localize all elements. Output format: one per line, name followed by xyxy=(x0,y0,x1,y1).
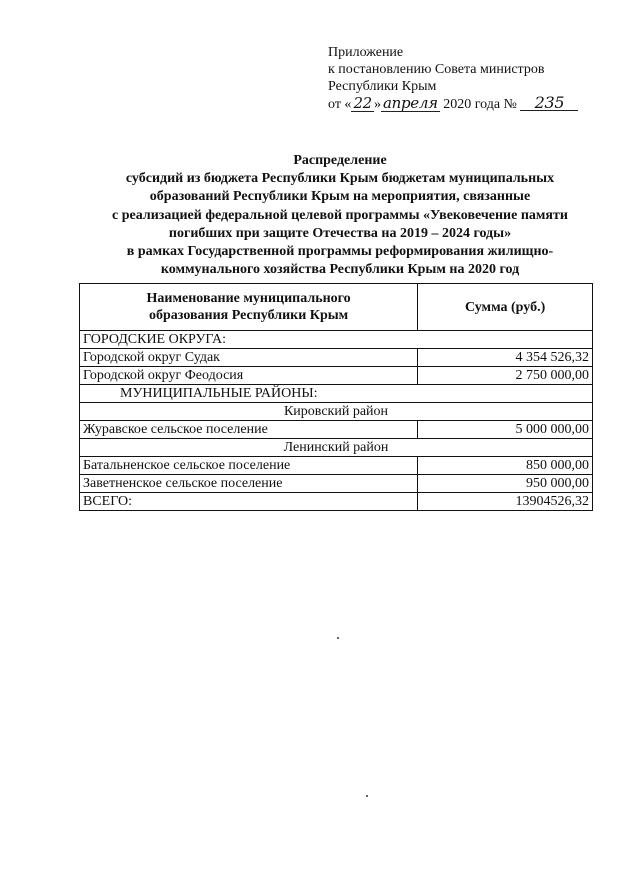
table-row xyxy=(80,493,593,511)
row-sum: 850 000,00 xyxy=(418,457,593,475)
appendix-block xyxy=(328,44,578,113)
table-row xyxy=(80,403,593,421)
header-name xyxy=(80,284,418,331)
handwritten-day: 22 xyxy=(353,94,372,112)
kirovsky-district-heading: Кировский район xyxy=(80,403,593,421)
header-name-line-2: образования Республики Крым xyxy=(148,308,349,323)
distribution-table xyxy=(79,283,593,511)
appendix-resolution-line: к постановлению Совета министров xyxy=(328,62,545,77)
title-line-7: коммунального хозяйства Республики Крым на 2020 год xyxy=(160,262,520,278)
title-line-4: с реализацией федеральной целевой программы «Увековечение памяти xyxy=(112,207,568,223)
appendix-label: Приложение xyxy=(328,45,404,60)
row-sum: 5 000 000,00 xyxy=(418,421,593,439)
handwritten-month: апреля xyxy=(382,94,438,112)
table-row xyxy=(80,439,593,457)
table-row xyxy=(80,331,593,349)
header-sum: Сумма (руб.) xyxy=(418,284,593,331)
document-title xyxy=(40,152,640,279)
date-prefix: от « xyxy=(328,97,352,112)
table-row xyxy=(80,421,593,439)
row-sum: 950 000,00 xyxy=(418,475,593,493)
table-header-row xyxy=(80,284,593,331)
table-row xyxy=(80,367,593,385)
scan-speck xyxy=(366,795,368,797)
table-row xyxy=(80,385,593,403)
title-line-3: образований Республики Крым на мероприятия, связанные xyxy=(149,189,531,205)
table-row xyxy=(80,349,593,367)
date-year-text: 2020 года № xyxy=(443,97,517,112)
date-quote-close: » xyxy=(373,97,381,112)
row-sum: 2 750 000,00 xyxy=(418,367,593,385)
total-label: ВСЕГО: xyxy=(80,493,418,511)
row-name: Журавское сельское поселение xyxy=(80,421,418,439)
handwritten-number: 235 xyxy=(520,95,578,111)
appendix-date-line xyxy=(328,95,578,113)
scan-speck xyxy=(337,637,339,639)
title-line-2: субсидий из бюджета Республики Крым бюджетам муниципальных xyxy=(125,171,555,187)
urban-districts-heading: ГОРОДСКИЕ ОКРУГА: xyxy=(80,331,593,349)
row-name: Батальненское сельское поселение xyxy=(80,457,418,475)
municipal-districts-heading: МУНИЦИПАЛЬНЫЕ РАЙОНЫ: xyxy=(80,385,593,403)
title-line-1: Распределение xyxy=(293,153,387,168)
row-name: Городской округ Судак xyxy=(80,349,418,367)
row-name: Городской округ Феодосия xyxy=(80,367,418,385)
row-sum: 4 354 526,32 xyxy=(418,349,593,367)
appendix-republic-line: Республики Крым xyxy=(328,79,437,94)
total-sum: 13904526,32 xyxy=(418,493,593,511)
row-name: Заветненское сельское поселение xyxy=(80,475,418,493)
leninsky-district-heading: Ленинский район xyxy=(80,439,593,457)
title-line-6: в рамках Государственной программы реформирования жилищно- xyxy=(126,244,554,260)
header-name-line-1: Наименование муниципального xyxy=(146,291,351,306)
title-line-5: погибших при защите Отечества на 2019 – 2024 годы» xyxy=(168,225,512,241)
table-row xyxy=(80,457,593,475)
table-row xyxy=(80,475,593,493)
